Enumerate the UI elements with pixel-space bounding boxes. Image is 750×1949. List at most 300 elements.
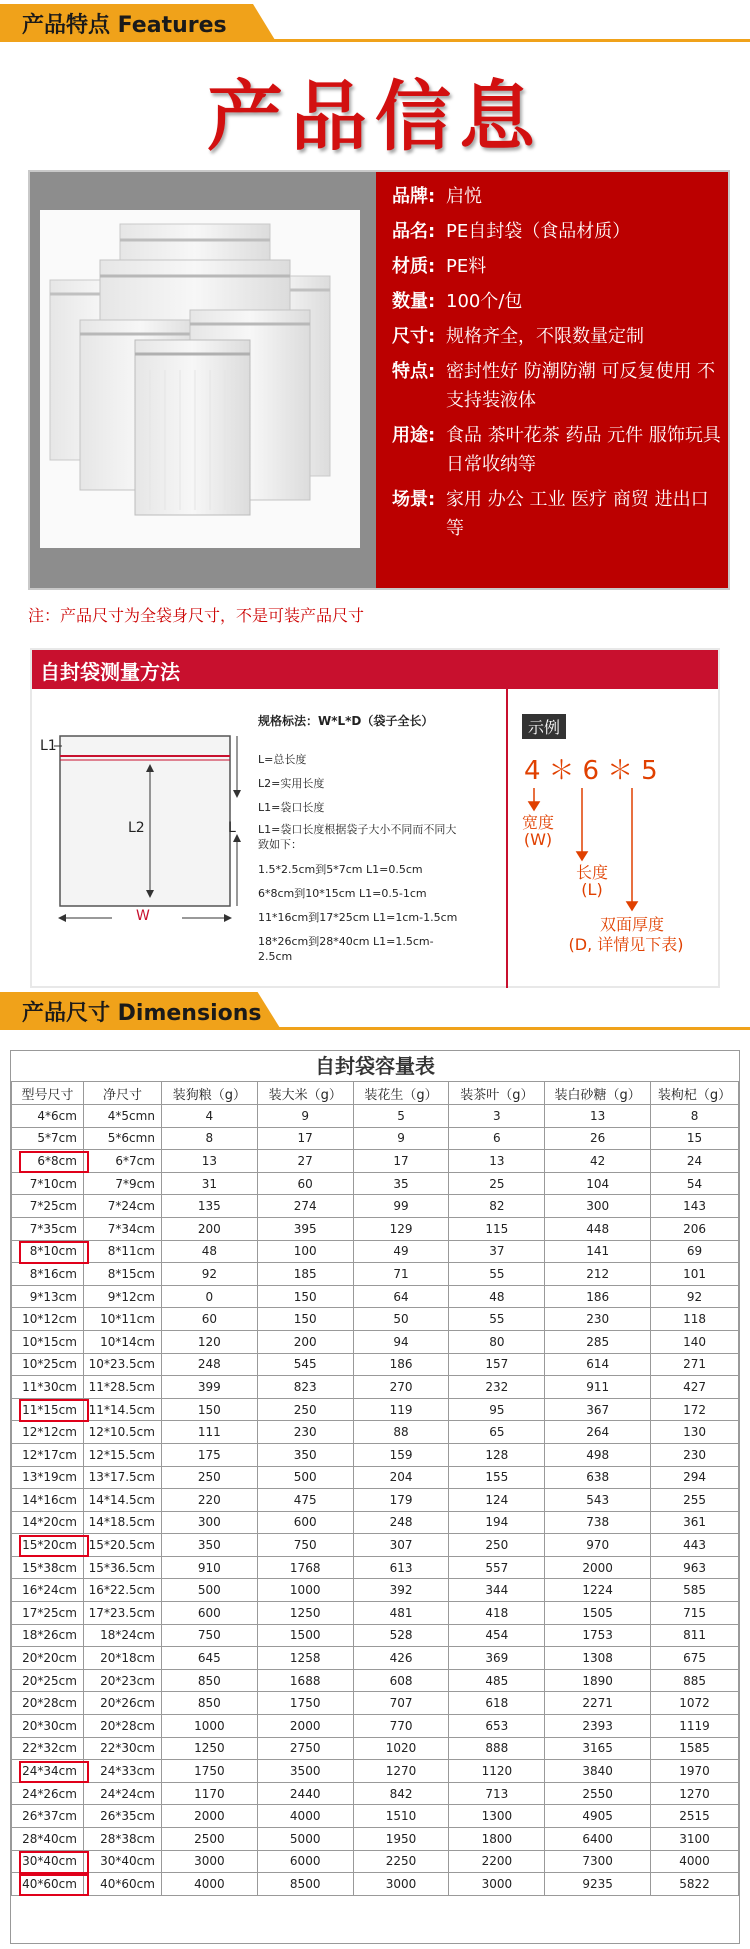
capacity-cell: 498 [545, 1443, 651, 1466]
table-row [12, 1534, 739, 1557]
capacity-cell: 212 [545, 1263, 651, 1286]
capacity-cell: 3500 [257, 1760, 353, 1783]
info-row [392, 485, 722, 543]
table-row [12, 1308, 739, 1331]
capacity-cell: 255 [651, 1489, 739, 1512]
capacity-cell: 600 [257, 1511, 353, 1534]
table-header-cell: 装大米（g） [257, 1082, 353, 1105]
table-header-cell: 型号尺寸 [12, 1082, 84, 1105]
net-size-cell: 20*28cm [83, 1715, 161, 1738]
capacity-cell: 206 [651, 1217, 739, 1240]
capacity-cell: 9235 [545, 1873, 651, 1896]
capacity-cell: 1000 [257, 1579, 353, 1602]
capacity-cell: 150 [257, 1285, 353, 1308]
capacity-cell: 750 [161, 1624, 257, 1647]
capacity-table [11, 1081, 739, 1896]
capacity-cell: 200 [257, 1330, 353, 1353]
capacity-cell: 500 [257, 1466, 353, 1489]
net-size-cell: 12*10.5cm [83, 1421, 161, 1444]
capacity-cell: 69 [651, 1240, 739, 1263]
table-row [12, 1669, 739, 1692]
label-w: W [136, 908, 150, 924]
capacity-cell: 1270 [651, 1782, 739, 1805]
capacity-cell: 1970 [651, 1760, 739, 1783]
info-key: 品牌: [392, 186, 436, 207]
capacity-cell: 24 [651, 1150, 739, 1173]
capacity-cell: 4000 [651, 1850, 739, 1873]
capacity-cell: 6 [449, 1127, 545, 1150]
capacity-cell: 220 [161, 1489, 257, 1512]
capacity-cell: 653 [449, 1715, 545, 1738]
info-value: 100个/包 [446, 291, 523, 312]
capacity-cell: 100 [257, 1240, 353, 1263]
model-size-cell: 20*25cm [12, 1669, 84, 1692]
capacity-cell: 270 [353, 1376, 449, 1399]
capacity-cell: 186 [353, 1353, 449, 1376]
net-size-cell: 12*15.5cm [83, 1443, 161, 1466]
net-size-cell: 30*40cm [83, 1850, 161, 1873]
capacity-cell: 1270 [353, 1760, 449, 1783]
capacity-cell: 443 [651, 1534, 739, 1557]
capacity-cell: 271 [651, 1353, 739, 1376]
capacity-cell: 426 [353, 1647, 449, 1670]
capacity-cell: 49 [353, 1240, 449, 1263]
example-formula: 4＊6＊5 [524, 756, 666, 786]
capacity-cell: 614 [545, 1353, 651, 1376]
capacity-cell: 50 [353, 1308, 449, 1331]
capacity-cell: 15 [651, 1127, 739, 1150]
capacity-cell: 713 [449, 1782, 545, 1805]
capacity-cell: 64 [353, 1285, 449, 1308]
measure-title: 自封袋测量方法 [40, 660, 180, 684]
info-row [392, 217, 722, 246]
model-size-cell: 7*25cm [12, 1195, 84, 1218]
capacity-cell: 88 [353, 1421, 449, 1444]
model-size-cell: 18*26cm [12, 1624, 84, 1647]
net-size-cell: 26*35cm [83, 1805, 161, 1828]
capacity-cell: 55 [449, 1263, 545, 1286]
net-size-cell: 24*24cm [83, 1782, 161, 1805]
capacity-cell: 129 [353, 1217, 449, 1240]
capacity-cell: 369 [449, 1647, 545, 1670]
capacity-cell: 124 [449, 1489, 545, 1512]
net-size-cell: 20*26cm [83, 1692, 161, 1715]
capacity-cell: 8 [651, 1105, 739, 1128]
model-size-cell: 7*35cm [12, 1217, 84, 1240]
table-row [12, 1692, 739, 1715]
zip-bags-illustration [40, 210, 360, 548]
capacity-cell: 3000 [161, 1850, 257, 1873]
capacity-cell: 155 [449, 1466, 545, 1489]
measure-header [32, 650, 718, 686]
capacity-cell: 119 [353, 1398, 449, 1421]
capacity-cell: 481 [353, 1602, 449, 1625]
capacity-cell: 92 [161, 1263, 257, 1286]
capacity-cell: 5 [353, 1105, 449, 1128]
net-size-cell: 14*14.5cm [83, 1489, 161, 1512]
table-row [12, 1172, 739, 1195]
model-size-cell: 15*38cm [12, 1556, 84, 1579]
capacity-cell: 842 [353, 1782, 449, 1805]
capacity-cell: 143 [651, 1195, 739, 1218]
net-size-cell: 14*18.5cm [83, 1511, 161, 1534]
table-row [12, 1263, 739, 1286]
model-size-cell: 15*20cm [12, 1534, 84, 1557]
product-info-list [392, 182, 722, 549]
capacity-cell: 31 [161, 1172, 257, 1195]
info-row [392, 182, 722, 211]
capacity-cell: 101 [651, 1263, 739, 1286]
capacity-cell: 1890 [545, 1669, 651, 1692]
table-row [12, 1489, 739, 1512]
capacity-cell: 37 [449, 1240, 545, 1263]
capacity-cell: 2550 [545, 1782, 651, 1805]
table-row [12, 1466, 739, 1489]
measure-method-box [30, 648, 720, 988]
net-size-cell: 7*24cm [83, 1195, 161, 1218]
capacity-cell: 60 [161, 1308, 257, 1331]
capacity-cell: 4000 [161, 1873, 257, 1896]
capacity-cell: 970 [545, 1534, 651, 1557]
capacity-cell: 230 [545, 1308, 651, 1331]
capacity-cell: 2000 [161, 1805, 257, 1828]
capacity-cell: 823 [257, 1376, 353, 1399]
product-photo [40, 210, 360, 548]
capacity-cell: 1250 [257, 1602, 353, 1625]
spec-line: L1=袋口长度 [258, 801, 325, 814]
capacity-cell: 1750 [161, 1760, 257, 1783]
capacity-cell: 1500 [257, 1624, 353, 1647]
capacity-cell: 1300 [449, 1805, 545, 1828]
capacity-cell: 557 [449, 1556, 545, 1579]
info-key: 尺寸: [392, 326, 436, 347]
table-header-cell: 装白砂糖（g） [545, 1082, 651, 1105]
model-size-cell: 16*24cm [12, 1579, 84, 1602]
capacity-cell: 9 [257, 1105, 353, 1128]
model-size-cell: 9*13cm [12, 1285, 84, 1308]
capacity-cell: 427 [651, 1376, 739, 1399]
capacity-cell: 3 [449, 1105, 545, 1128]
table-row [12, 1737, 739, 1760]
label-l2: L2 [128, 820, 145, 836]
capacity-cell: 6400 [545, 1828, 651, 1851]
table-row [12, 1782, 739, 1805]
model-size-cell: 4*6cm [12, 1105, 84, 1128]
capacity-cell: 963 [651, 1556, 739, 1579]
capacity-cell: 350 [257, 1443, 353, 1466]
capacity-cell: 250 [449, 1534, 545, 1557]
info-key: 特点: [392, 361, 436, 382]
spec-title: 规格标法：W*L*D（袋子全长） [258, 714, 434, 728]
model-size-cell: 7*10cm [12, 1172, 84, 1195]
capacity-cell: 13 [449, 1150, 545, 1173]
table-row [12, 1217, 739, 1240]
net-size-cell: 17*23.5cm [83, 1602, 161, 1625]
table-row [12, 1330, 739, 1353]
capacity-cell: 8 [161, 1127, 257, 1150]
table-header-cell: 装枸杞（g） [651, 1082, 739, 1105]
capacity-cell: 911 [545, 1376, 651, 1399]
capacity-cell: 92 [651, 1285, 739, 1308]
model-size-cell: 20*30cm [12, 1715, 84, 1738]
capacity-cell: 230 [651, 1443, 739, 1466]
capacity-cell: 3100 [651, 1828, 739, 1851]
capacity-cell: 707 [353, 1692, 449, 1715]
net-size-cell: 7*34cm [83, 1217, 161, 1240]
capacity-cell: 1072 [651, 1692, 739, 1715]
capacity-cell: 80 [449, 1330, 545, 1353]
net-size-cell: 20*23cm [83, 1669, 161, 1692]
capacity-cell: 448 [545, 1217, 651, 1240]
capacity-cell: 200 [161, 1217, 257, 1240]
capacity-cell: 294 [651, 1466, 739, 1489]
capacity-cell: 8500 [257, 1873, 353, 1896]
capacity-cell: 94 [353, 1330, 449, 1353]
capacity-cell: 4000 [257, 1805, 353, 1828]
capacity-cell: 115 [449, 1217, 545, 1240]
capacity-cell: 618 [449, 1692, 545, 1715]
spec-line: 11*16cm到17*25cm L1=1cm-1.5cm [258, 911, 458, 924]
capacity-cell: 638 [545, 1466, 651, 1489]
capacity-cell: 5822 [651, 1873, 739, 1896]
capacity-cell: 60 [257, 1172, 353, 1195]
capacity-cell: 1510 [353, 1805, 449, 1828]
capacity-cell: 17 [353, 1150, 449, 1173]
capacity-cell: 1800 [449, 1828, 545, 1851]
model-size-cell: 10*25cm [12, 1353, 84, 1376]
capacity-cell: 910 [161, 1556, 257, 1579]
capacity-cell: 1768 [257, 1556, 353, 1579]
table-row [12, 1376, 739, 1399]
capacity-cell: 2250 [353, 1850, 449, 1873]
table-row [12, 1624, 739, 1647]
capacity-cell: 65 [449, 1421, 545, 1444]
capacity-cell: 3840 [545, 1760, 651, 1783]
net-size-cell: 28*38cm [83, 1828, 161, 1851]
net-size-cell: 11*28.5cm [83, 1376, 161, 1399]
capacity-cell: 2750 [257, 1737, 353, 1760]
table-row [12, 1511, 739, 1534]
capacity-cell: 3165 [545, 1737, 651, 1760]
capacity-cell: 770 [353, 1715, 449, 1738]
page-title: 产品信息 [207, 72, 543, 161]
capacity-cell: 1688 [257, 1669, 353, 1692]
info-key: 品名: [392, 221, 436, 242]
capacity-cell: 6000 [257, 1850, 353, 1873]
info-value: 密封性好 防潮防潮 可反复使用 不支持装液体 [446, 361, 716, 411]
table-row [12, 1127, 739, 1150]
model-size-cell: 8*10cm [12, 1240, 84, 1263]
size-note: 注：产品尺寸为全袋身尺寸，不是可装产品尺寸 [28, 606, 365, 625]
table-header-cell: 装茶叶（g） [449, 1082, 545, 1105]
capacity-cell: 675 [651, 1647, 739, 1670]
capacity-cell: 475 [257, 1489, 353, 1512]
capacity-cell: 5000 [257, 1828, 353, 1851]
model-size-cell: 8*16cm [12, 1263, 84, 1286]
net-size-cell: 24*33cm [83, 1760, 161, 1783]
capacity-cell: 600 [161, 1602, 257, 1625]
capacity-cell: 392 [353, 1579, 449, 1602]
table-header-row [12, 1082, 739, 1105]
info-key: 场景: [392, 489, 436, 510]
features-banner-text: 产品特点 Features [22, 13, 227, 38]
capacity-cell: 230 [257, 1421, 353, 1444]
capacity-cell: 111 [161, 1421, 257, 1444]
capacity-cell: 399 [161, 1376, 257, 1399]
capacity-cell: 1000 [161, 1715, 257, 1738]
model-size-cell: 28*40cm [12, 1828, 84, 1851]
table-row [12, 1760, 739, 1783]
capacity-cell: 1750 [257, 1692, 353, 1715]
table-row [12, 1240, 739, 1263]
capacity-cell: 738 [545, 1511, 651, 1534]
capacity-cell: 4 [161, 1105, 257, 1128]
product-info-box [28, 170, 730, 590]
capacity-cell: 395 [257, 1217, 353, 1240]
width-label: 宽度 [521, 813, 554, 832]
capacity-cell: 232 [449, 1376, 545, 1399]
model-size-cell: 11*15cm [12, 1398, 84, 1421]
model-size-cell: 11*30cm [12, 1376, 84, 1399]
net-size-cell: 6*7cm [83, 1150, 161, 1173]
model-size-cell: 10*12cm [12, 1308, 84, 1331]
capacity-cell: 418 [449, 1602, 545, 1625]
model-size-cell: 30*40cm [12, 1850, 84, 1873]
capacity-cell: 2515 [651, 1805, 739, 1828]
capacity-cell: 307 [353, 1534, 449, 1557]
capacity-cell: 150 [257, 1308, 353, 1331]
capacity-cell: 888 [449, 1737, 545, 1760]
capacity-cell: 645 [161, 1647, 257, 1670]
capacity-cell: 25 [449, 1172, 545, 1195]
spec-line: L2=实用长度 [258, 777, 325, 790]
capacity-cell: 2000 [545, 1556, 651, 1579]
capacity-cell: 1250 [161, 1737, 257, 1760]
table-row [12, 1647, 739, 1670]
capacity-cell: 543 [545, 1489, 651, 1512]
net-size-cell: 11*14.5cm [83, 1398, 161, 1421]
table-row [12, 1805, 739, 1828]
capacity-cell: 48 [449, 1285, 545, 1308]
model-size-cell: 24*26cm [12, 1782, 84, 1805]
net-size-cell: 16*22.5cm [83, 1579, 161, 1602]
info-value: PE料 [446, 256, 487, 277]
info-row [392, 322, 722, 351]
model-size-cell: 6*8cm [12, 1150, 84, 1173]
capacity-cell: 248 [161, 1353, 257, 1376]
capacity-cell: 0 [161, 1285, 257, 1308]
capacity-cell: 194 [449, 1511, 545, 1534]
capacity-cell: 264 [545, 1421, 651, 1444]
capacity-cell: 141 [545, 1240, 651, 1263]
capacity-cell: 285 [545, 1330, 651, 1353]
capacity-cell: 2000 [257, 1715, 353, 1738]
table-row [12, 1715, 739, 1738]
table-row [12, 1850, 739, 1873]
capacity-cell: 13 [545, 1105, 651, 1128]
capacity-cell: 1020 [353, 1737, 449, 1760]
capacity-cell: 130 [651, 1421, 739, 1444]
capacity-cell: 17 [257, 1127, 353, 1150]
example-arrows [512, 780, 712, 920]
info-row [392, 252, 722, 281]
spec-line: L=总长度 [258, 753, 307, 766]
product-photo-frame [30, 172, 376, 588]
table-header-cell: 净尺寸 [83, 1082, 161, 1105]
info-key: 数量: [392, 291, 436, 312]
table-row [12, 1556, 739, 1579]
net-size-cell: 4*5cmn [83, 1105, 161, 1128]
capacity-table-title: 自封袋容量表 [315, 1054, 435, 1078]
features-banner [0, 4, 750, 54]
net-size-cell: 9*12cm [83, 1285, 161, 1308]
capacity-cell: 3000 [449, 1873, 545, 1896]
net-size-cell: 8*11cm [83, 1240, 161, 1263]
capacity-cell: 1753 [545, 1624, 651, 1647]
capacity-cell: 248 [353, 1511, 449, 1534]
info-value: PE自封袋（食品材质） [446, 221, 631, 242]
capacity-cell: 140 [651, 1330, 739, 1353]
net-size-cell: 10*14cm [83, 1330, 161, 1353]
dimensions-banner-line [0, 1027, 750, 1030]
info-row [392, 357, 722, 415]
net-size-cell: 18*24cm [83, 1624, 161, 1647]
capacity-cell: 118 [651, 1308, 739, 1331]
capacity-cell: 274 [257, 1195, 353, 1218]
capacity-cell: 9 [353, 1127, 449, 1150]
measure-divider [506, 686, 508, 988]
thickness-code: (D, 详情见下表) [568, 935, 684, 954]
capacity-cell: 1170 [161, 1782, 257, 1805]
capacity-cell: 135 [161, 1195, 257, 1218]
capacity-cell: 95 [449, 1398, 545, 1421]
table-row [12, 1150, 739, 1173]
capacity-cell: 120 [161, 1330, 257, 1353]
capacity-cell: 454 [449, 1624, 545, 1647]
model-size-cell: 24*34cm [12, 1760, 84, 1783]
capacity-cell: 48 [161, 1240, 257, 1263]
capacity-cell: 750 [257, 1534, 353, 1557]
model-size-cell: 12*17cm [12, 1443, 84, 1466]
capacity-cell: 128 [449, 1443, 545, 1466]
model-size-cell: 20*28cm [12, 1692, 84, 1715]
table-row [12, 1873, 739, 1896]
capacity-cell: 2500 [161, 1828, 257, 1851]
capacity-cell: 885 [651, 1669, 739, 1692]
capacity-cell: 42 [545, 1150, 651, 1173]
capacity-cell: 7300 [545, 1850, 651, 1873]
model-size-cell: 40*60cm [12, 1873, 84, 1896]
table-header-cell: 装狗粮（g） [161, 1082, 257, 1105]
net-size-cell: 15*20.5cm [83, 1534, 161, 1557]
net-size-cell: 10*11cm [83, 1308, 161, 1331]
thickness-label: 双面厚度 [599, 915, 664, 934]
spec-line: L1=袋口长度根据袋子大小不同而不同大致如下： [258, 823, 457, 851]
capacity-cell: 104 [545, 1172, 651, 1195]
capacity-cell: 715 [651, 1602, 739, 1625]
info-key: 材质: [392, 256, 436, 277]
table-row [12, 1105, 739, 1128]
dimensions-banner-text: 产品尺寸 Dimensions [22, 1001, 262, 1026]
spec-line: 6*8cm到10*15cm L1=0.5-1cm [258, 887, 427, 900]
table-row [12, 1353, 739, 1376]
capacity-cell: 1505 [545, 1602, 651, 1625]
net-size-cell: 15*36.5cm [83, 1556, 161, 1579]
example-label: 示例 [522, 714, 566, 739]
table-row [12, 1285, 739, 1308]
capacity-cell: 204 [353, 1466, 449, 1489]
model-size-cell: 14*20cm [12, 1511, 84, 1534]
